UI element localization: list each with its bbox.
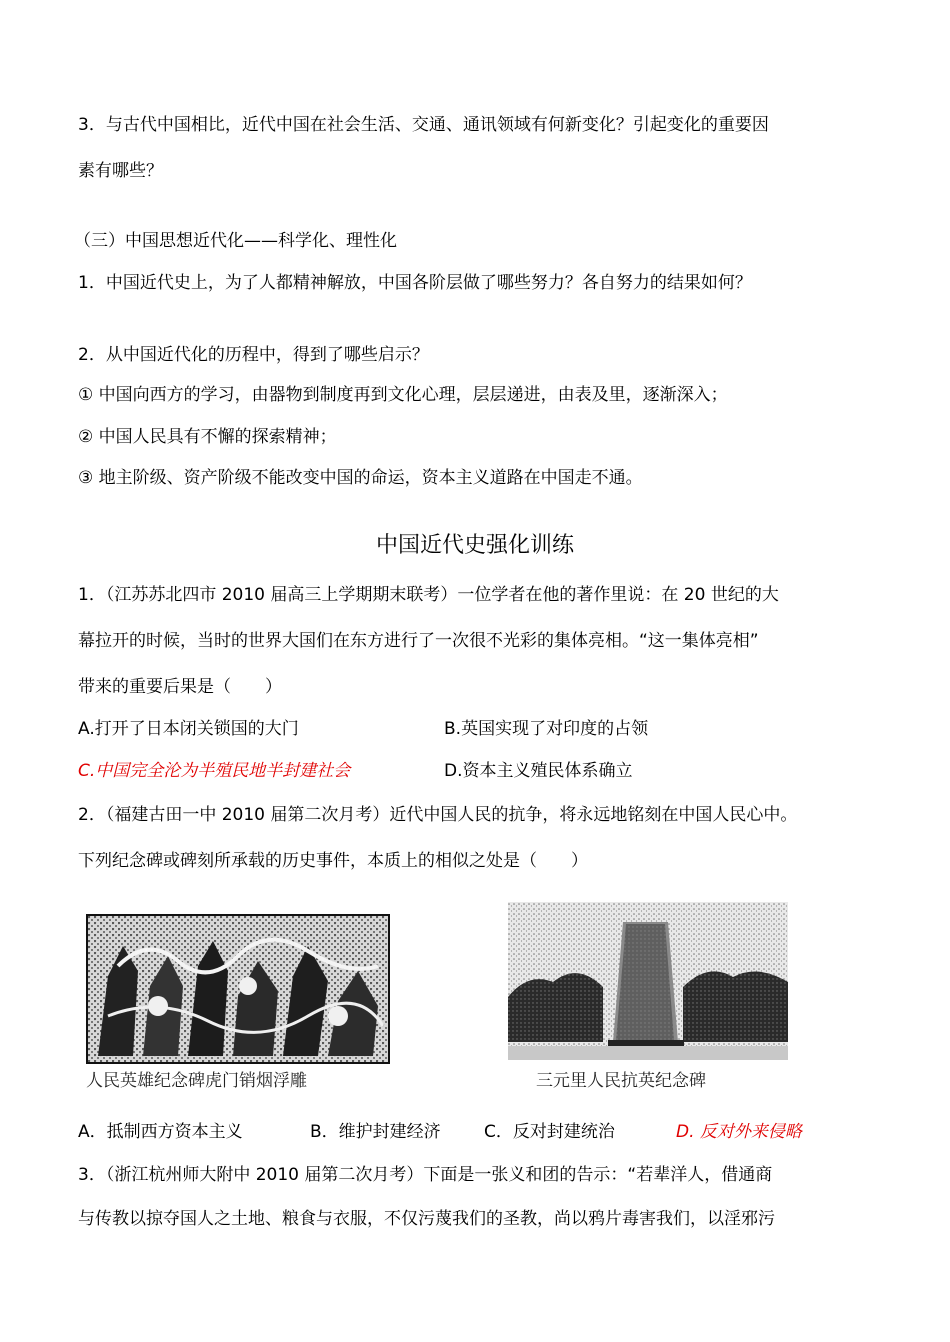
answer-point-1: ① 中国向西方的学习，由器物到制度再到文化心理，层层递进，由表及里，逐渐深入； xyxy=(78,385,728,405)
q1-option-d: D.资本主义殖民体系确立 xyxy=(444,761,633,781)
section-question-2: 2．从中国近代化的历程中，得到了哪些启示？ xyxy=(78,345,429,365)
section-heading: （三）中国思想近代化——科学化、理性化 xyxy=(74,231,397,251)
caption-left: 人民英雄纪念碑虎门销烟浮雕 xyxy=(86,1071,307,1091)
training-q1-line-1: 1．（江苏苏北四市 2010 届高三上学期期末联考）一位学者在他的著作里说：在 20 世纪的大 xyxy=(78,585,779,605)
q2-option-a: A．抵制西方资本主义 xyxy=(78,1122,243,1142)
question-3-line-2: 素有哪些？ xyxy=(78,161,163,181)
q2-option-b: B．维护封建经济 xyxy=(310,1122,441,1142)
training-q3-line-1: 3．（浙江杭州师大附中 2010 届第二次月考）下面是一张义和团的告示：“若辈洋人，借通商 xyxy=(78,1165,773,1185)
q1-option-c-answer: C.中国完全沦为半殖民地半封建社会 xyxy=(78,761,351,781)
training-q2-line-1: 2．（福建古田一中 2010 届第二次月考）近代中国人民的抗争，将永远地铭刻在中国人民心中。 xyxy=(78,805,798,825)
relief-carving-image xyxy=(86,914,390,1064)
question-3-line-1: 3．与古代中国相比，近代中国在社会生活、交通、通讯领域有何新变化？引起变化的重要因 xyxy=(78,115,769,135)
q2-option-d-answer: D. 反对外来侵略 xyxy=(676,1122,802,1142)
monument-image xyxy=(508,902,788,1060)
training-q1-line-3: 带来的重要后果是（ ） xyxy=(78,677,282,697)
q1-option-b: B.英国实现了对印度的占领 xyxy=(444,719,649,739)
training-q3-line-2: 与传教以掠夺国人之土地、粮食与衣服，不仅污蔑我们的圣教，尚以鸦片毒害我们，以淫邪污 xyxy=(78,1209,775,1229)
answer-point-3: ③ 地主阶级、资产阶级不能改变中国的命运，资本主义道路在中国走不通。 xyxy=(78,468,643,488)
q2-option-c: C．反对封建统治 xyxy=(484,1122,615,1142)
answer-point-2: ② 中国人民具有不懈的探索精神； xyxy=(78,427,337,447)
section-question-1: 1．中国近代史上，为了人都精神解放，中国各阶层做了哪些努力？各自努力的结果如何？ xyxy=(78,273,752,293)
training-q2-line-2: 下列纪念碑或碑刻所承载的历史事件，本质上的相似之处是（ ） xyxy=(78,851,588,871)
page-title: 中国近代史强化训练 xyxy=(375,533,574,558)
caption-right: 三元里人民抗英纪念碑 xyxy=(536,1071,706,1091)
training-q1-line-2: 幕拉开的时候，当时的世界大国们在东方进行了一次很不光彩的集体亮相。“这一集体亮相” xyxy=(78,631,759,651)
q1-option-a: A.打开了日本闭关锁国的大门 xyxy=(78,719,299,739)
